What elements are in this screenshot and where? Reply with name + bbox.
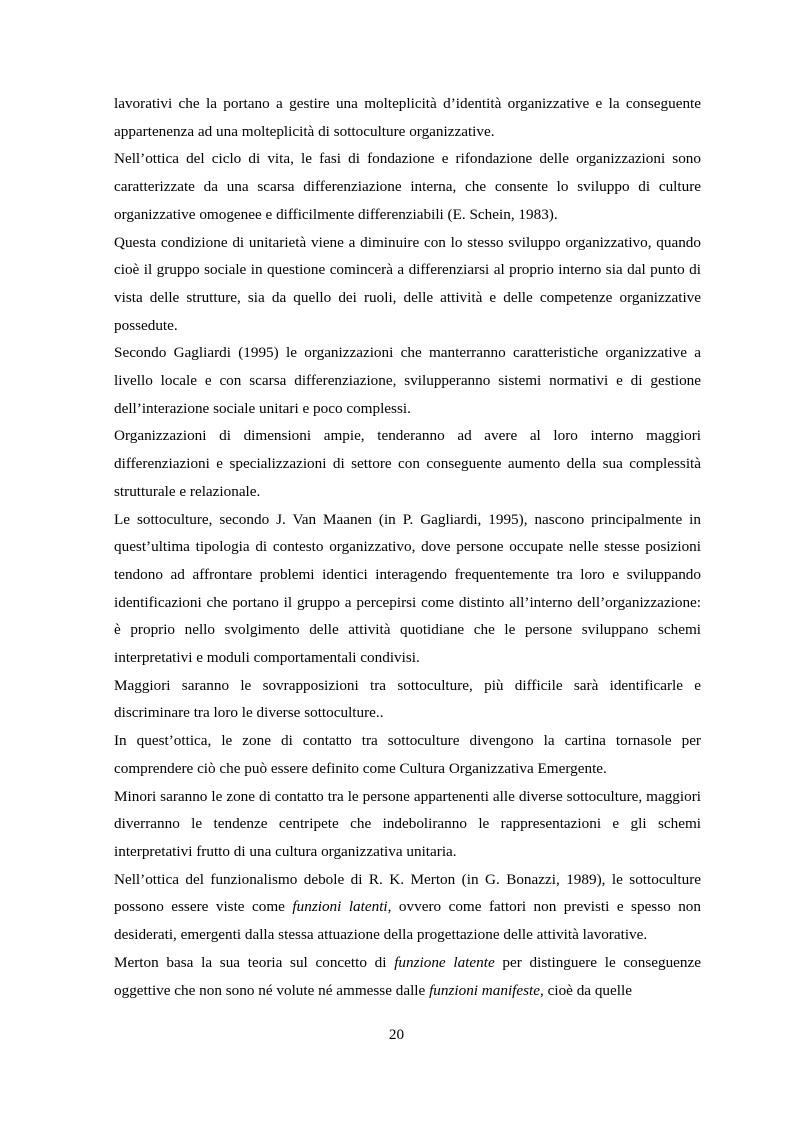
italic-term: funzioni latenti	[292, 898, 388, 916]
paragraph	[114, 145, 701, 228]
paragraph-text: Questa condizione di unitarietà viene a diminuire con lo stesso sviluppo organizzativo, quando cioè il gruppo sociale in questione comincerà a differenziarsi al proprio interno sia dal punto di vista delle strutture, sia da quello dei ruoli, delle attività e delle competenze organizzative possedute.	[114, 233, 701, 334]
paragraph-text: Merton basa la sua teoria sul concetto di	[114, 953, 395, 971]
paragraph-text: Nell’ottica del ciclo di vita, le fasi di fondazione e rifondazione delle organizzazioni sono caratterizzate da una scarsa differenziazione interna, che consente lo sviluppo di culture organizzative omogenee e difficilmente differenziabili (E. Schein, 1983).	[114, 150, 701, 223]
paragraph-text: per distinguere le conseguenze oggettive che non sono né volute né ammesse dalle	[114, 953, 701, 999]
paragraph	[114, 672, 701, 727]
paragraph-text: , ovvero come fattori non previsti e spesso non desiderati, emergenti dalla stessa attuazione della progettazione delle attività lavorative.	[114, 898, 701, 944]
paragraph-text: , cioè da quelle	[540, 981, 632, 999]
page-number: 20	[388, 1026, 405, 1043]
paragraph-text: Minori saranno le zone di contatto tra le persone appartenenti alle diverse sottoculture, maggiori diverranno le tendenze centripete che indeboliranno le rappresentazioni e gli schemi interpretativi frutto di una cultura organizzativa unitaria.	[114, 787, 701, 860]
paragraph-text: Secondo Gagliardi (1995) le organizzazioni che manterranno caratteristiche organizzative a livello locale e con scarsa differenziazione, svilupperanno sistemi normativi e di gestione dell’interazione sociale unitari e poco complessi.	[114, 344, 701, 417]
paragraph-text: In quest’ottica, le zone di contatto tra sottoculture divengono la cartina tornasole per comprendere ciò che può essere definito come Cultura Organizzativa Emergente.	[114, 732, 701, 777]
paragraph-text: Nell’ottica del funzionalismo debole di R. K. Merton (in G. Bonazzi, 1989), le sottoculture possono essere viste come	[114, 870, 701, 916]
paragraph-text: Organizzazioni di dimensioni ampie, tenderanno ad avere al loro interno maggiori differenziazioni e specializzazioni di settore con conseguente aumento della sua complessità strutturale e relazionale.	[114, 427, 701, 500]
paragraph-text: Maggiori saranno le sovrapposizioni tra sottoculture, più difficile sarà identificarle e discriminare tra loro le diverse sottoculture..	[114, 676, 701, 722]
paragraph	[114, 229, 701, 340]
paragraph-text: lavorativi che la portano a gestire una molteplicità d’identità organizzative e la conseguente appartenenza ad una molteplicità di sottoculture organizzative.	[114, 95, 701, 140]
paragraph	[114, 506, 701, 672]
document-body	[114, 90, 701, 1004]
paragraph	[114, 783, 701, 866]
paragraph	[114, 90, 701, 145]
paragraph	[114, 866, 701, 949]
paragraph	[114, 339, 701, 422]
paragraph	[114, 727, 701, 782]
italic-term: funzioni manifeste	[429, 981, 541, 999]
paragraph	[114, 949, 701, 1004]
paragraph	[114, 422, 701, 505]
italic-term: funzione latente	[394, 953, 495, 971]
paragraph-text: Le sottoculture, secondo J. Van Maanen (in P. Gagliardi, 1995), nascono principalmente in quest’ultima tipologia di contesto organizzativo, dove persone occupate nelle stesse posizioni tendono ad affrontare problemi identici interagendo frequentemente tra loro e sviluppando identificazioni che portano il gruppo a percepirsi come distinto all’interno dell’organizzazione: è proprio nello svolgimento delle attività quotidiane che le persone sviluppano schemi interpretativi e moduli comportamentali condivisi.	[114, 510, 701, 667]
